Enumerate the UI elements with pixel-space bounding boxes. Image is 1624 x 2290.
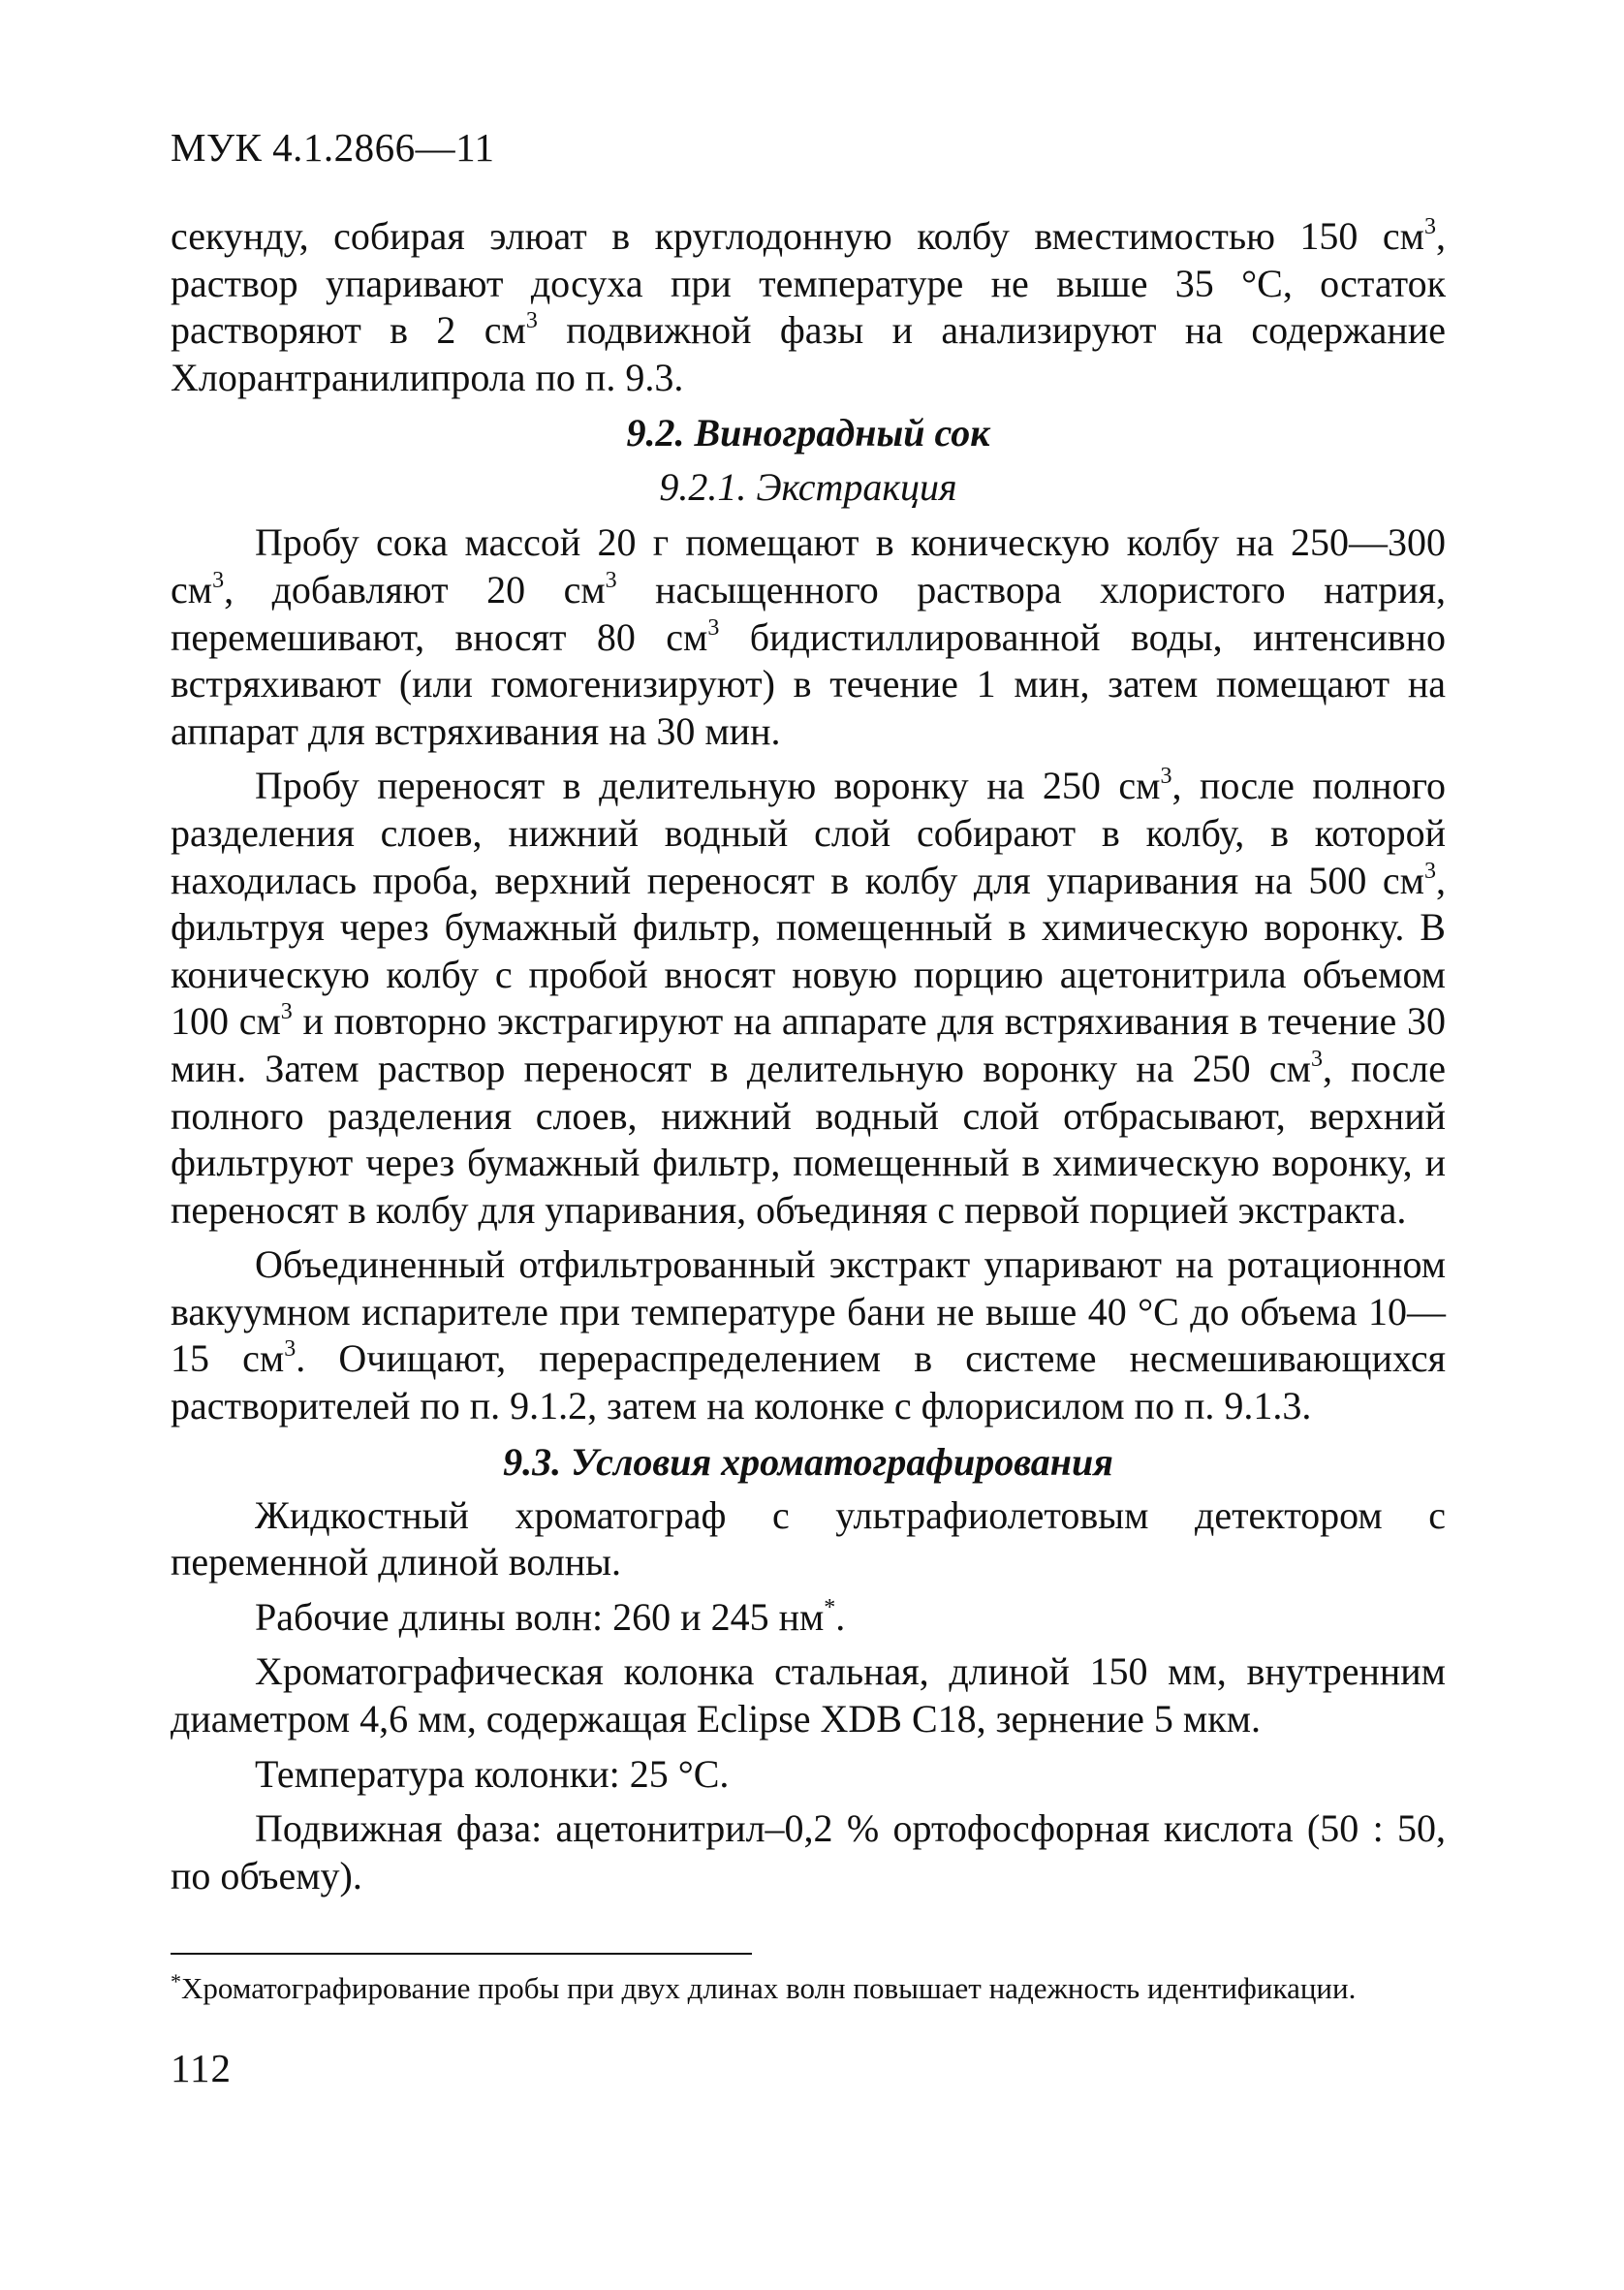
footnote-reference: * <box>824 1594 836 1620</box>
superscript: 3 <box>1424 858 1436 884</box>
text-run: Пробу переносят в делительную воронку на 250 см <box>255 764 1161 808</box>
text-run: секунду, собирая элюат в круглодонную колбу вместимостью 150 см <box>171 214 1424 258</box>
footnote-text: Хроматографирование пробы при двух длинах волн повышает надежность идентификации. <box>181 1971 1357 2005</box>
superscript: 3 <box>605 567 617 593</box>
footnote <box>171 1969 1446 2008</box>
superscript: 3 <box>1310 1046 1323 1072</box>
footnote-divider <box>171 1953 752 1955</box>
superscript: 3 <box>280 999 293 1025</box>
text-run: . <box>835 1594 846 1639</box>
paragraph-separation <box>171 763 1446 1234</box>
page-number: 112 <box>171 2046 232 2090</box>
paragraph-sample-prep <box>171 519 1446 755</box>
subsection-heading-9-2-1: 9.2.1. Экстракция <box>659 465 957 510</box>
text-run: Рабочие длины волн: 260 и 245 нм <box>255 1594 825 1639</box>
text-run: . Очищают, перераспределением в системе несмешивающихся растворителей по п. 9.1.2, затем на колонке с флорисилом по п. 9.1.3. <box>171 1336 1446 1428</box>
paragraph-wavelengths <box>171 1594 1446 1642</box>
text-run: бидистиллированной воды, интенсивно встряхивают (или гомогенизируют) в течение 1 мин, затем помещают на аппарат для встряхивания на 30 мин. <box>171 614 1446 753</box>
text-run: , фильтруя через бумажный фильтр, помещенный в химическую воронку. В коническую колбу с пробой вносят новую порцию ацетонитрила объемом 100 см <box>171 858 1446 1044</box>
section-heading-9-2: 9.2. Виноградный сок <box>626 411 990 455</box>
superscript: 3 <box>212 567 225 593</box>
text-run: , после полного разделения слоев, нижний водный слой собирают в колбу, в которой находилась проба, верхний переносят в колбу для упаривания на 500 см <box>171 764 1446 902</box>
text-run: подвижной фазы и анализируют на содержание Хлорантранилипрола по п. 9.3. <box>171 308 1447 399</box>
paragraph-evaporation <box>171 1241 1446 1429</box>
paragraph-column-temperature: Температура колонки: 25 °С. <box>255 1751 730 1796</box>
paragraph-chromatograph: Жидкостный хроматограф с ультрафиолетовым детектором с переменной длиной волны. <box>171 1492 1446 1584</box>
text-run: насыщенного раствора хлористого натрия, перемешивают, вносят 80 см <box>171 567 1446 659</box>
superscript: 3 <box>284 1336 297 1363</box>
paragraph-continuation <box>171 213 1446 401</box>
footnote-mark: * <box>171 1969 181 1993</box>
superscript: 3 <box>1424 214 1436 239</box>
superscript: 3 <box>707 614 720 641</box>
text-run: и повторно экстрагируют на аппарате для встряхивания в течение 30 мин. Затем раствор переносят в делительную воронку на 250 см <box>171 999 1446 1090</box>
section-heading-9-3: 9.3. Условия хроматографирования <box>503 1439 1113 1484</box>
text-run: Объединенный отфильтрованный экстракт упаривают на ротационном вакуумном испарителе при температуре бани не выше 40 °С до объема 10—15 см <box>171 1242 1446 1381</box>
superscript: 3 <box>525 308 538 334</box>
text-run: , добавляют 20 см <box>224 567 606 612</box>
document-code-header: МУК 4.1.2866—11 <box>171 125 495 170</box>
body-text <box>171 213 1446 1899</box>
text-run: Пробу сока массой 20 г помещают в коническую колбу на 250—300 см <box>171 520 1446 612</box>
superscript: 3 <box>1160 764 1172 790</box>
paragraph-mobile-phase: Подвижная фаза: ацетонитрил–0,2 % ортофосфорная кислота (50 : 50, по объему). <box>171 1806 1446 1898</box>
paragraph-column: Хроматографическая колонка стальная, длиной 150 мм, внутренним диаметром 4,6 мм, содержащая Eclipse XDB C18, зернение 5 мкм. <box>171 1649 1446 1741</box>
text-run: , раствор упаривают досуха при температуре не выше 35 °С, остаток растворяют в 2 см <box>171 214 1446 353</box>
text-run: , после полного разделения слоев, нижний водный слой отбрасывают, верхний фильтруют через бумажный фильтр, помещенный в химическую воронку, и переносят в колбу для упаривания, объединяя с первой порцией экстракта. <box>171 1046 1447 1232</box>
